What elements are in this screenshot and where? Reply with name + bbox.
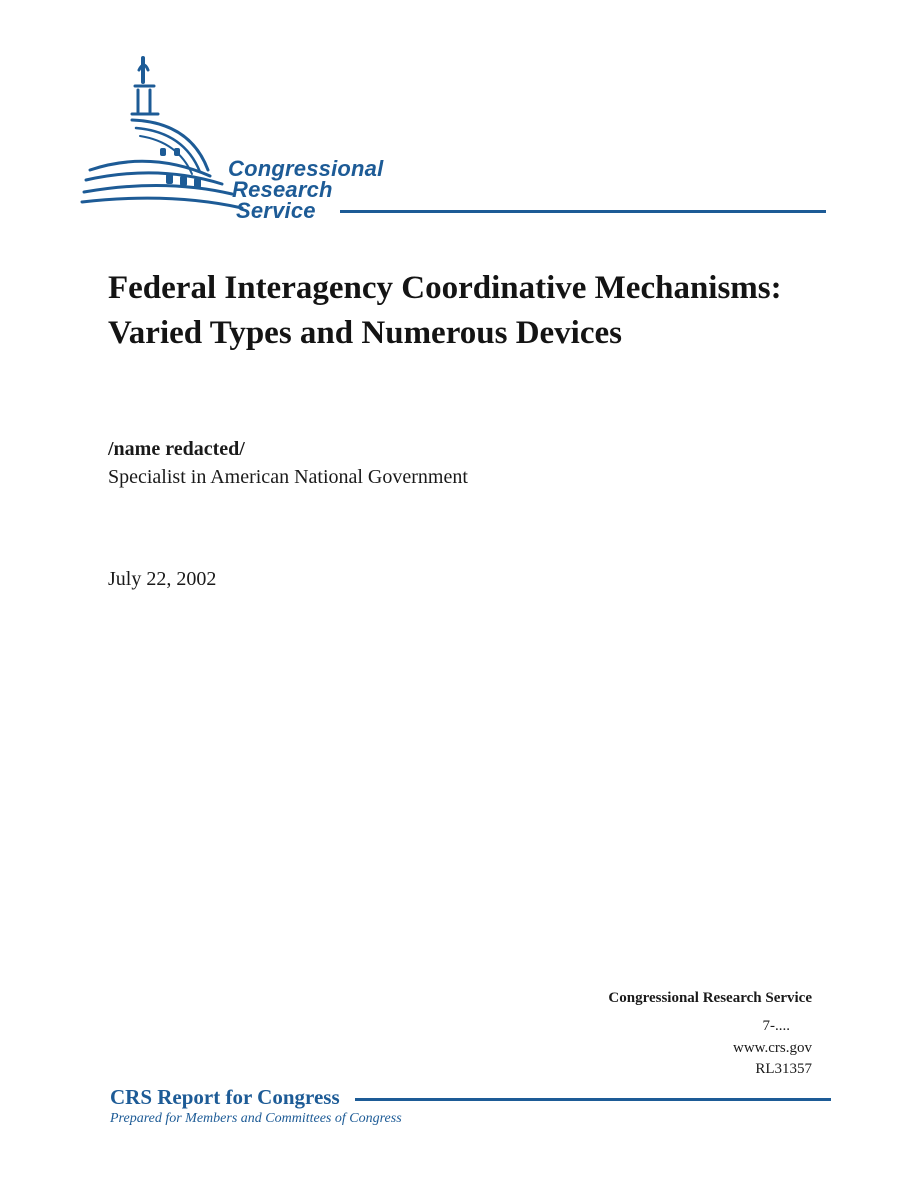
order-code: 7-.... bbox=[762, 1018, 790, 1034]
header-rule bbox=[340, 210, 826, 213]
footer-rule bbox=[355, 1098, 831, 1101]
author-name: /name redacted/ bbox=[108, 438, 245, 460]
report-date: July 22, 2002 bbox=[108, 568, 217, 590]
website-link[interactable]: www.crs.gov bbox=[732, 1040, 812, 1056]
author-role: Specialist in American National Government bbox=[108, 466, 468, 488]
footer-title: CRS Report for Congress bbox=[110, 1085, 340, 1109]
report-title: Federal Interagency Coordinative Mechanisms: Varied Types and Numerous Devices bbox=[108, 270, 782, 351]
logo-text-research: Research bbox=[232, 177, 333, 202]
logo-text-service: Service bbox=[236, 198, 316, 223]
publisher-name: Congressional Research Service bbox=[608, 990, 812, 1006]
report-number: RL31357 bbox=[755, 1061, 812, 1077]
logo-text-congressional: Congressional bbox=[228, 156, 384, 181]
footer-subtitle: Prepared for Members and Committees of Congress bbox=[110, 1111, 402, 1126]
